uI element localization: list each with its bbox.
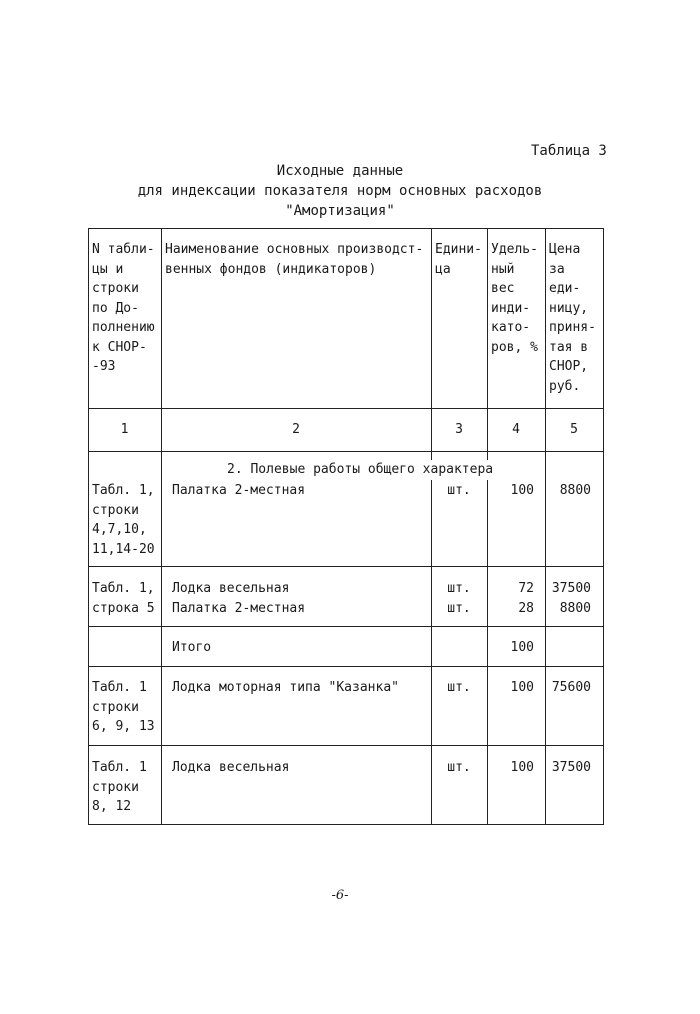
- group4-name: Лодка моторная типа "Казанка": [172, 680, 399, 695]
- header-col2: Наименование основных производст- венных фондов (индикаторов): [165, 242, 424, 277]
- column-number-3: 3: [455, 422, 463, 437]
- table-hline-group4: [88, 745, 603, 746]
- table-vline-6: [603, 228, 604, 825]
- header-col4: Удель- ный вес инди- като- ров, %: [491, 242, 538, 355]
- document-title-line3: "Амортизация": [285, 203, 395, 219]
- group1-unit: шт.: [447, 483, 471, 498]
- table-vline-3: [431, 228, 432, 825]
- section-title: 2. Полевые работы общего характера: [227, 460, 495, 480]
- group2-shares: 72 28: [518, 581, 534, 616]
- total-label: Итого: [172, 640, 212, 655]
- group1-name: Палатка 2-местная: [172, 483, 306, 498]
- group1-ref: Табл. 1, строки 4,7,10, 11,14-20: [92, 483, 155, 557]
- group5-unit: шт.: [447, 760, 471, 775]
- table-hline-group2: [88, 626, 603, 627]
- group5-ref: Табл. 1 строки 8, 12: [92, 760, 147, 814]
- table-hline-group1: [88, 566, 603, 567]
- page-number: -6-: [331, 888, 349, 903]
- group4-unit: шт.: [447, 680, 471, 695]
- group4-ref: Табл. 1 строки 6, 9, 13: [92, 680, 155, 734]
- table-vline-4: [487, 228, 488, 825]
- table-hline-top: [88, 228, 603, 229]
- group2-ref: Табл. 1, строка 5: [92, 581, 155, 616]
- table-vline-5: [545, 228, 546, 825]
- column-number-4: 4: [512, 422, 520, 437]
- table-hline-total: [88, 666, 603, 667]
- total-share: 100: [510, 640, 534, 655]
- column-number-5: 5: [570, 422, 578, 437]
- table-vline-2: [161, 228, 162, 825]
- header-col3: Едини- ца: [435, 242, 482, 277]
- group1-share: 100: [510, 483, 534, 498]
- group5-share: 100: [510, 760, 534, 775]
- column-number-2: 2: [292, 422, 300, 437]
- table-label: Таблица 3: [531, 143, 607, 159]
- table-vline-1: [88, 228, 89, 825]
- table-hline-header: [88, 408, 603, 409]
- table-hline-bottom: [88, 824, 603, 825]
- group5-price: 37500: [551, 760, 591, 775]
- group4-price: 75600: [551, 680, 591, 695]
- document-title-line2: для индексации показателя норм основных расходов: [137, 183, 543, 199]
- group2-names: Лодка весельная Палатка 2-местная: [172, 581, 306, 616]
- column-number-1: 1: [120, 422, 129, 437]
- group2-units: шт. шт.: [447, 581, 471, 616]
- group4-share: 100: [510, 680, 534, 695]
- group5-name: Лодка весельная: [172, 760, 290, 775]
- group2-prices: 37500 8800: [551, 581, 591, 616]
- table-hline-colnums: [88, 451, 603, 452]
- document-title-line1: Исходные данные: [276, 163, 404, 179]
- group1-price: 8800: [559, 483, 591, 498]
- header-col5: Цена за еди- ницу, приня- тая в СНОР, руб.: [549, 242, 596, 394]
- header-col1: N табли- цы и строки по До- полнению к СНОР- -93: [92, 242, 155, 374]
